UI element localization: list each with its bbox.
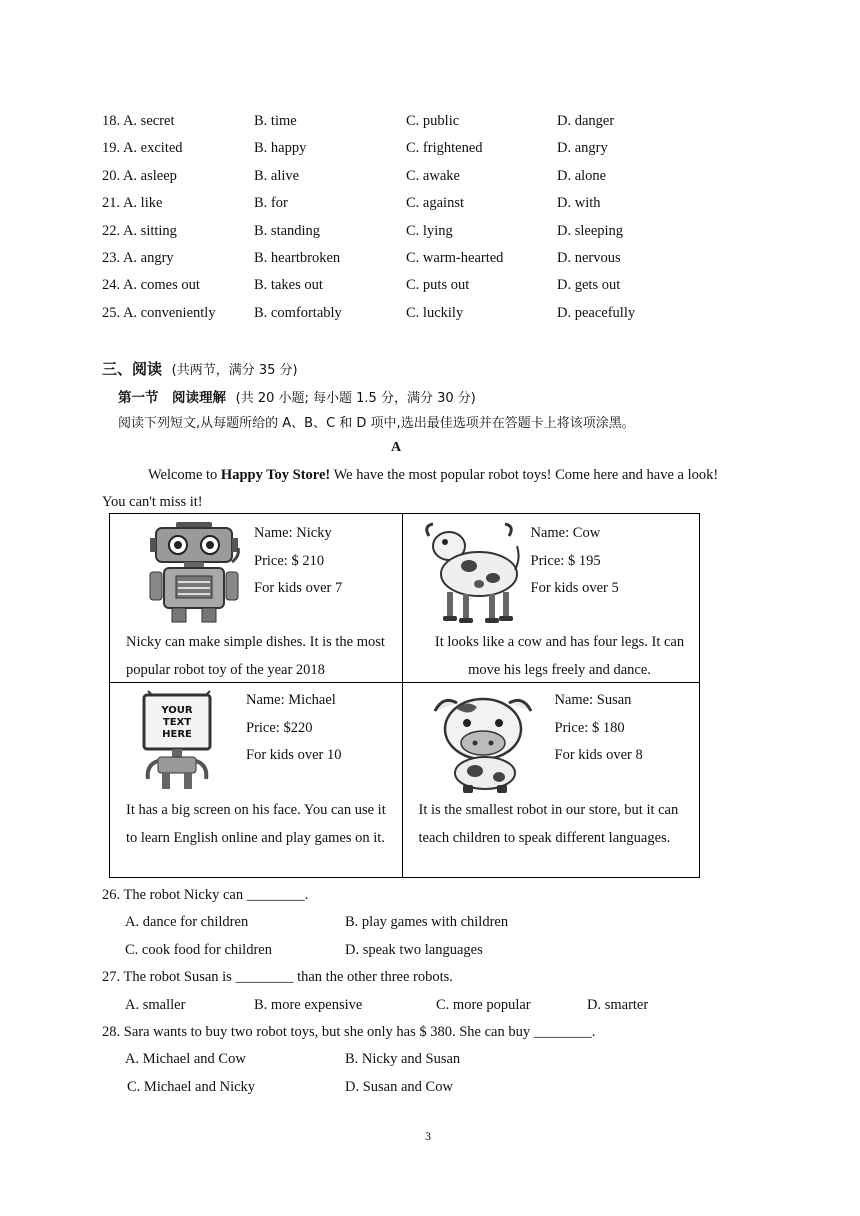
screen-text-line: YOUR: [161, 705, 193, 716]
screen-text-line: TEXT: [162, 717, 192, 728]
option-c: C. awake: [406, 168, 460, 184]
description-line: Nicky can make simple dishes. It is the most: [126, 634, 385, 650]
question-28-option-c: C. Michael and Nicky: [127, 1079, 256, 1095]
robot-nicky-image: [146, 522, 242, 624]
option-c: C. frightened: [406, 140, 483, 156]
screen-text-line: HERE: [162, 729, 192, 740]
reading-instruction: 阅读下列短文,从每题所给的 A、B、C 和 D 项中,选出最佳选项并在答题卡上将该项涂黑。: [118, 416, 635, 431]
option-d: D. angry: [557, 140, 608, 156]
option-c: C. warm-hearted: [406, 250, 504, 266]
robot-michael-description: [126, 797, 386, 852]
robot-price: Price: $ 195: [530, 552, 601, 569]
option-b: B. standing: [254, 223, 321, 239]
question-28-option-a: A. Michael and Cow: [125, 1051, 246, 1067]
option-c: C. lying: [406, 223, 453, 239]
description-line: to learn English online and play games on it.: [126, 829, 385, 846]
robot-susan-description: [419, 797, 679, 852]
robot-price: Price: $ 180: [554, 719, 625, 736]
question-28-option-d: D. Susan and Cow: [345, 1079, 453, 1095]
option-b: B. takes out: [254, 277, 323, 293]
section-heading: [102, 358, 298, 379]
question-27-option-b: B. more expensive: [254, 997, 363, 1013]
question-28-stem: 28. Sara wants to buy two robot toys, but she only has $ 380. She can buy ________.: [102, 1024, 596, 1040]
store-name: Happy Toy Store!: [220, 467, 331, 483]
robot-age: For kids over 7: [254, 580, 343, 596]
option-a: 19. A. excited: [102, 140, 183, 156]
question-27-option-c: C. more popular: [436, 997, 531, 1013]
section-title-note: (共两节，满分 35 分): [171, 363, 298, 378]
question-26-stem: 26. The robot Nicky can ________.: [102, 887, 309, 903]
robot-michael-image: [134, 689, 230, 791]
option-a: 25. A. conveniently: [102, 305, 216, 321]
robot-price: Price: $220: [246, 719, 313, 736]
question-27-option-a: A. smaller: [125, 997, 186, 1013]
question-26-option-d: D. speak two languages: [345, 942, 483, 958]
question-27-stem: 27. The robot Susan is ________ than the other three robots.: [102, 969, 453, 985]
option-a: 23. A. angry: [102, 250, 174, 266]
option-d: D. nervous: [557, 250, 621, 266]
option-d: D. danger: [557, 113, 615, 129]
robot-name: Name: Michael: [246, 692, 336, 708]
option-c: C. against: [406, 195, 464, 211]
robot-michael-info: [246, 687, 341, 770]
robot-susan-image: [427, 689, 539, 795]
option-b: B. time: [254, 113, 297, 129]
option-b: B. happy: [254, 140, 307, 156]
robot-price: Price: $ 210: [254, 552, 325, 569]
option-a: 20. A. asleep: [102, 168, 177, 184]
option-c: C. luckily: [406, 305, 464, 321]
robot-cow-image: [421, 522, 521, 624]
option-a: 22. A. sitting: [102, 223, 177, 239]
section-title: 三、阅读: [102, 360, 163, 378]
robot-age: For kids over 10: [246, 747, 342, 763]
description-line: It looks like a cow and has four legs. It can: [434, 634, 685, 650]
option-a: 24. A. comes out: [102, 277, 200, 293]
page-number: 3: [425, 1129, 431, 1143]
description-line: It has a big screen on his face. You can use it: [126, 802, 386, 818]
option-a: 18. A. secret: [102, 113, 175, 129]
intro-text-rest: We have the most popular robot toys! Come here and have a look!: [330, 467, 719, 483]
passage-intro-line2: You can't miss it!: [102, 494, 203, 510]
option-c: C. public: [406, 113, 460, 129]
part-title: 第一节 阅读理解: [118, 390, 226, 406]
robot-nicky-description: [126, 629, 385, 684]
question-28-option-b: B. Nicky and Susan: [345, 1051, 461, 1067]
intro-text: Welcome to: [148, 467, 221, 483]
option-d: D. alone: [557, 168, 607, 184]
robot-name: Name: Susan: [554, 692, 632, 708]
part-heading: [118, 386, 476, 407]
robot-table: [109, 513, 700, 878]
robot-susan-info: [555, 687, 643, 770]
description-line: It is the smallest robot in our store, but it can: [418, 802, 679, 818]
option-d: D. peacefully: [557, 305, 636, 321]
robot-cell-nicky: [110, 514, 403, 683]
option-b: B. alive: [254, 168, 300, 184]
passage-intro: [148, 467, 718, 484]
option-b: B. for: [254, 195, 288, 211]
description-line: teach children to speak different languages.: [418, 829, 671, 846]
robot-name: Name: Nicky: [254, 525, 332, 541]
option-d: D. with: [557, 195, 601, 211]
option-a: 21. A. like: [102, 195, 163, 211]
part-note: (共 20 小题; 每小题 1.5 分，满分 30 分): [235, 391, 476, 406]
description-line: move his legs freely and dance.: [468, 661, 651, 678]
robot-cow-description: [429, 629, 691, 684]
option-b: B. comfortably: [254, 305, 342, 321]
robot-age: For kids over 5: [530, 580, 619, 596]
question-26-option-b: B. play games with children: [345, 914, 509, 930]
question-26-option-c: C. cook food for children: [125, 942, 272, 958]
robot-cow-info: [531, 520, 619, 603]
option-c: C. puts out: [406, 277, 470, 293]
robot-cell-cow: [402, 514, 700, 683]
passage-label: A: [391, 440, 402, 455]
robot-name: Name: Cow: [530, 525, 601, 541]
option-d: D. gets out: [557, 277, 621, 293]
option-b: B. heartbroken: [254, 250, 341, 266]
question-27-option-d: D. smarter: [587, 997, 649, 1013]
robot-nicky-info: [254, 520, 342, 603]
robot-cell-michael: [110, 683, 403, 878]
question-26-option-a: A. dance for children: [125, 914, 249, 930]
description-line: popular robot toy of the year 2018: [126, 661, 325, 678]
option-d: D. sleeping: [557, 223, 624, 239]
robot-cell-susan: [402, 683, 700, 878]
robot-age: For kids over 8: [554, 747, 643, 763]
